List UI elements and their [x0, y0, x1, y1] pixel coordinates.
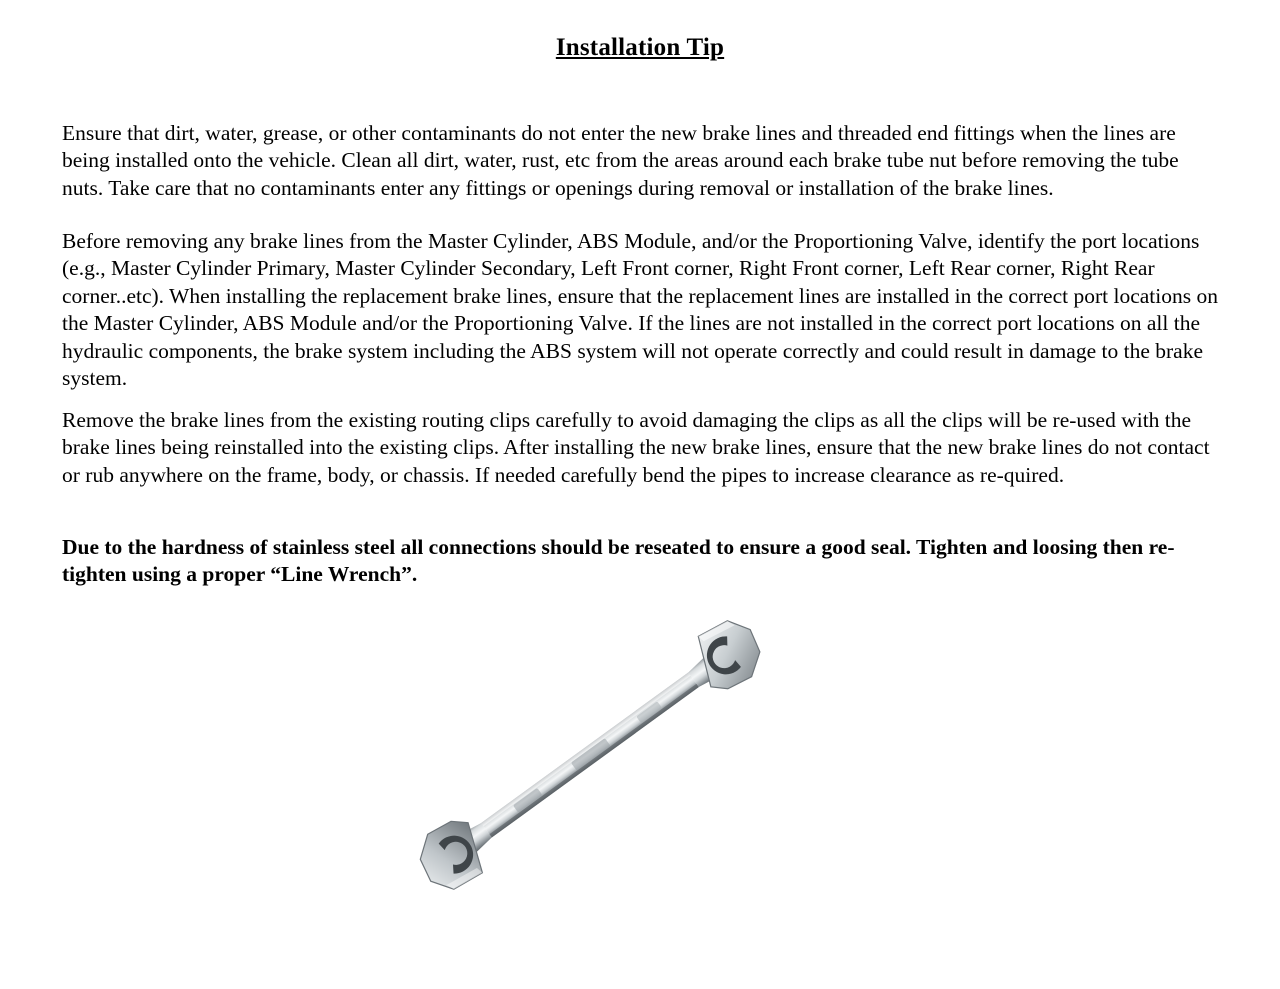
page-title: Installation Tip — [555, 34, 725, 61]
wrench-illustration — [400, 610, 780, 900]
paragraph-port-locations: Before removing any brake lines from the Master Cylinder, ABS Module, and/or the Proportioning Valve, identify the port locations (e.g., Master Cylinder Primary, Master Cylinder Secondary, Left Front corner, Right Front corner, Left Rear corner, Right Rear corner..etc). When installing the replacement brake lines, ensure that the replacement lines are installed in the correct port locations on the Master Cylinder, ABS Module and/or the Proportioning Valve. If the lines are not installed in the correct port locations on all the hydraulic components, the brake system including the ABS system will not operate correctly and could result in damage to the brake system. — [62, 228, 1218, 390]
paragraph-line-wrench-note: Due to the hardness of stainless steel all connections should be reseated to ensure a good seal. Tighten and loosing then re-tighten using a proper “Line Wrench”. — [62, 534, 1175, 586]
paragraph-routing-clips: Remove the brake lines from the existing routing clips carefully to avoid damaging the clips as all the clips will be re-used with the brake lines being reinstalled into the existing clips. After installing the new brake lines, ensure that the new brake lines do not contact or rub anywhere on the frame, body, or chassis. If needed carefully bend the pipes to increase clearance as re-quired. — [62, 407, 1210, 487]
paragraph-contaminants: Ensure that dirt, water, grease, or other contaminants do not enter the new brake lines and threaded end fittings when the lines are being installed onto the vehicle. Clean all dirt, water, rust, etc from the areas around each brake tube nut before removing the tube nuts. Take care that no contaminants enter any fittings or openings during removal or installation of the brake lines. — [62, 120, 1179, 200]
wrench-image — [400, 610, 780, 900]
